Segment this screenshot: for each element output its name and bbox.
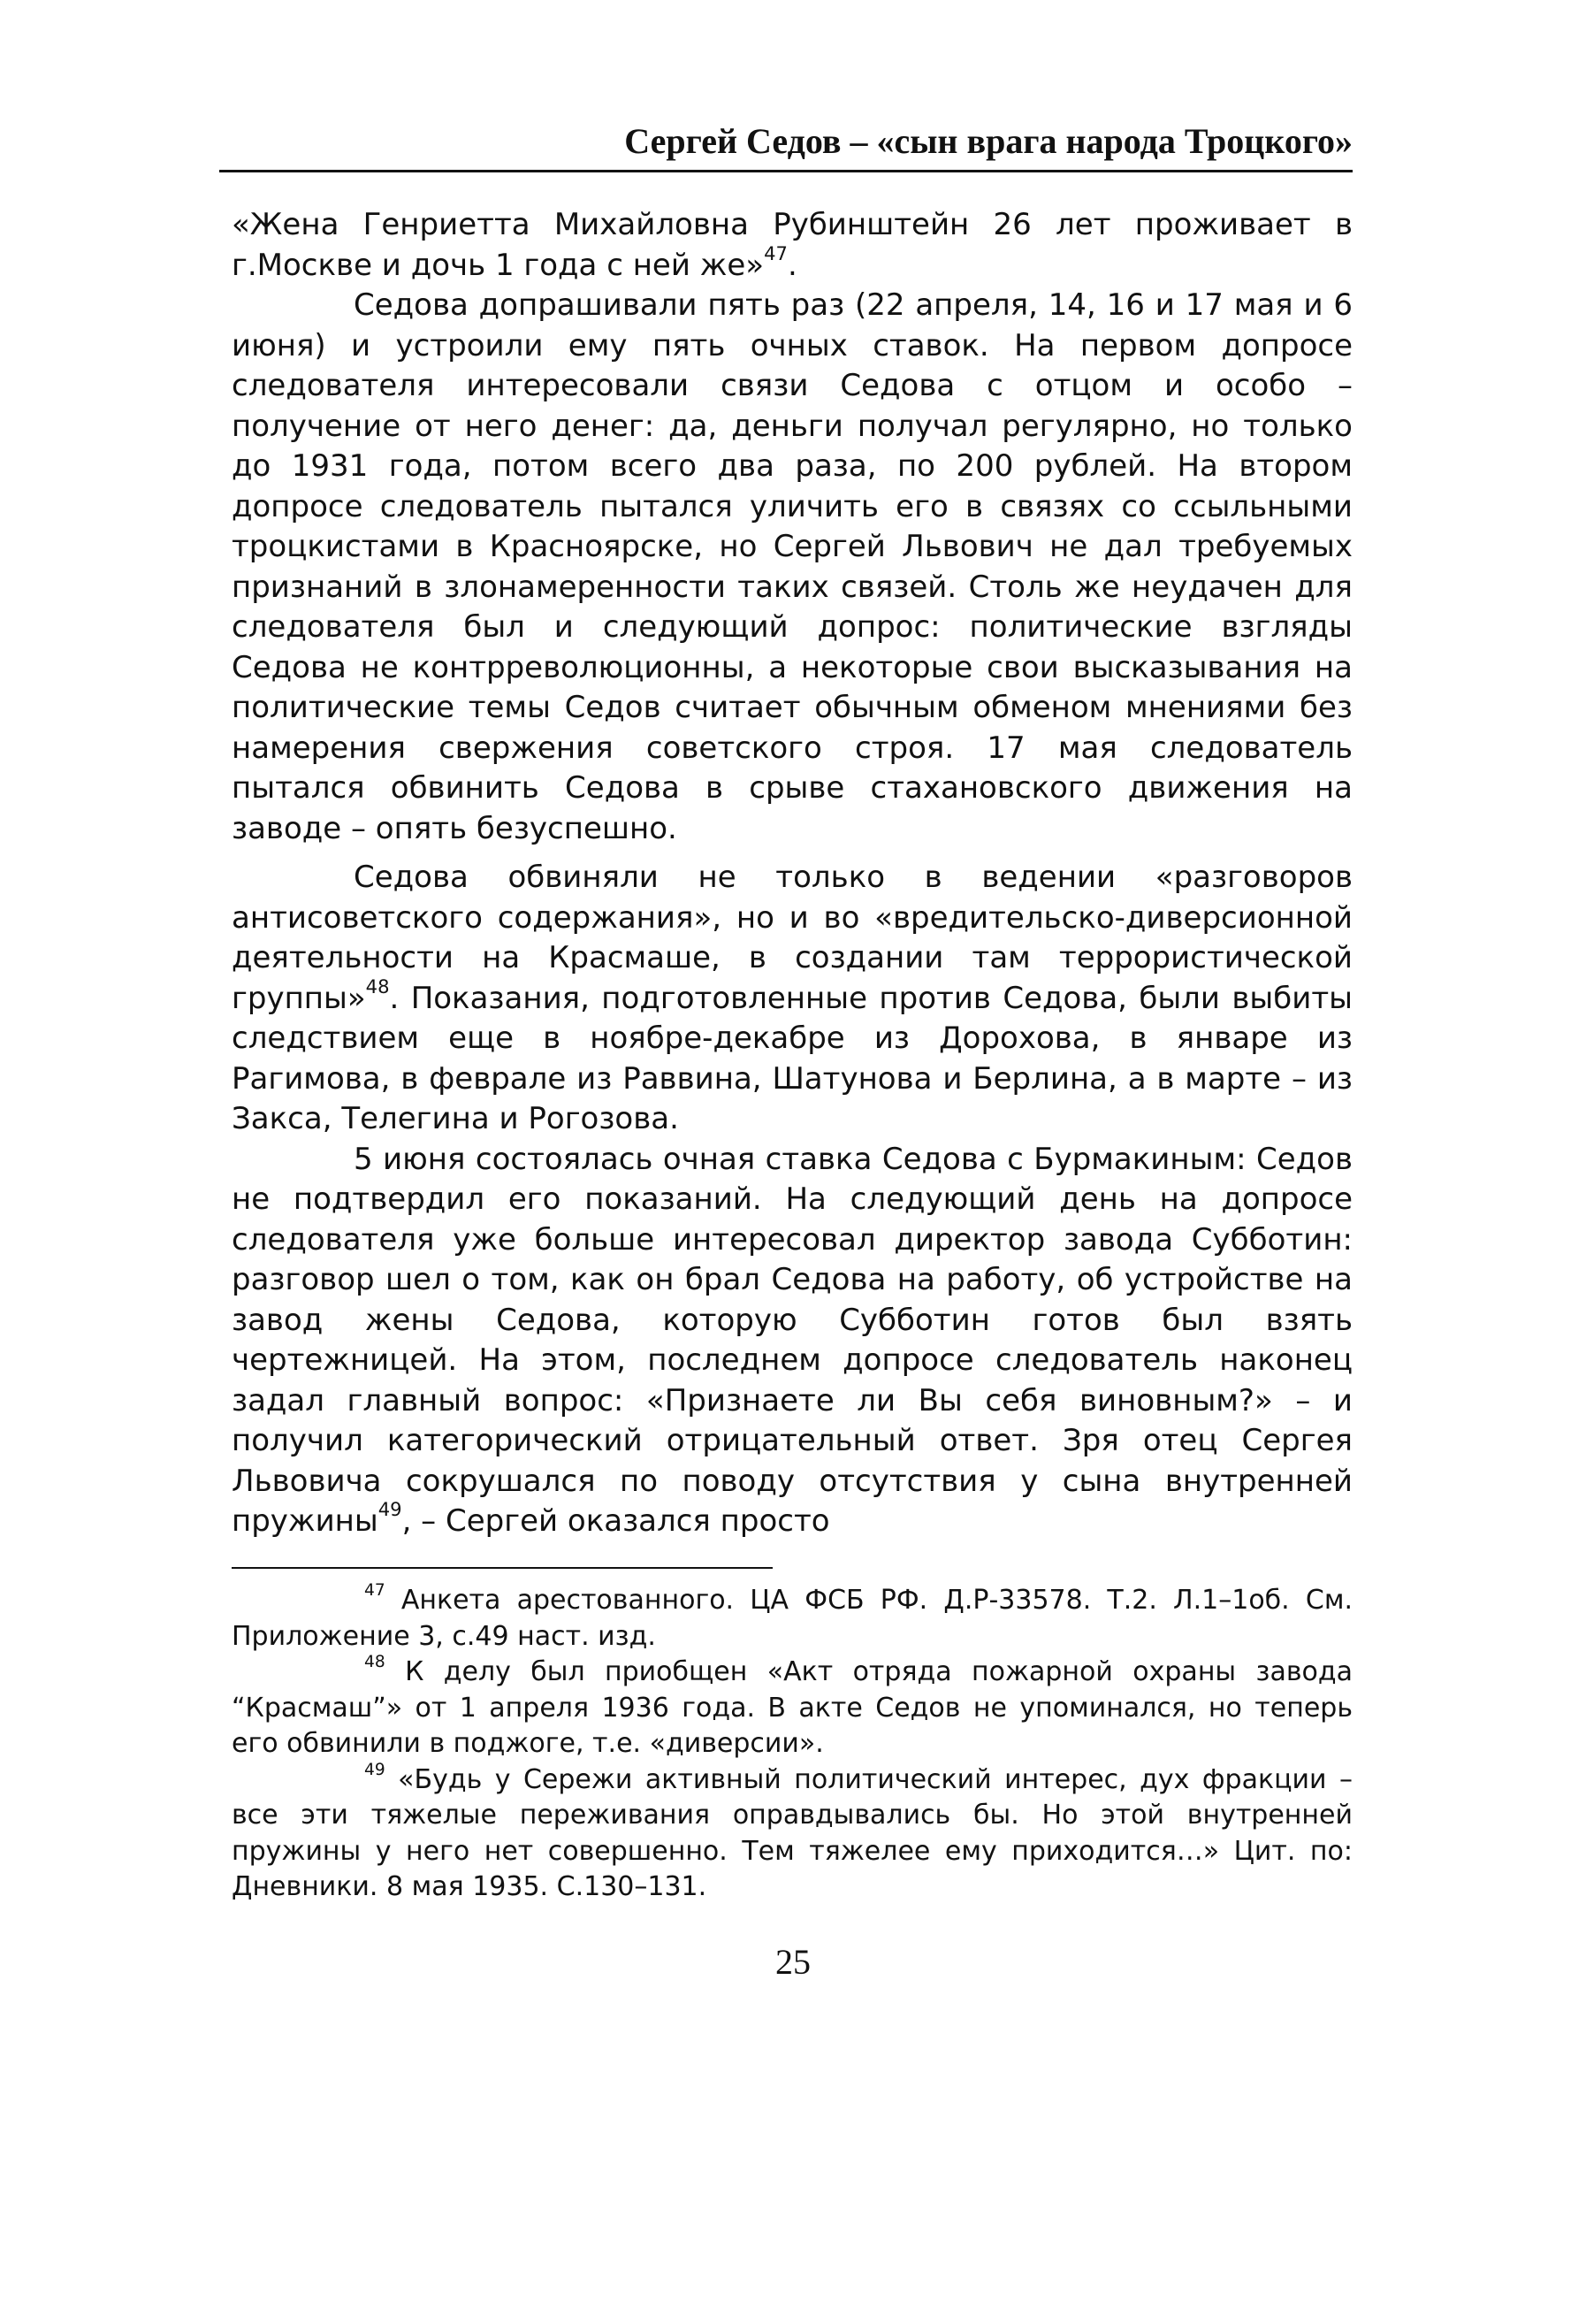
body-paragraph xyxy=(232,858,1353,1140)
footnote-number: 48 xyxy=(364,1653,385,1672)
footnote-ref-47[interactable]: 47 xyxy=(764,241,788,264)
body-paragraph xyxy=(232,205,1353,286)
paragraph-text-tail: . Показания, подготовленные против Седова, были выбиты следствием еще в ноябре-декабре из Дорохова, в январе из Рагимова, в феврале из Раввина, Шатунова и Берлина, а в марте – из Закса, Телегина и Рогозова. xyxy=(232,980,1353,1136)
footnote-ref-48[interactable]: 48 xyxy=(365,975,390,998)
running-title: Сергей Седов – «сын врага народа Троцкого» xyxy=(624,121,1353,161)
page-number: 25 xyxy=(775,1942,811,1982)
footnote-49 xyxy=(232,1762,1353,1906)
paragraph-text: Седова допрашивали пять раз (22 апреля, 14, 16 и 17 мая и 6 июня) и устроили ему пять очных ставок. На первом допросе следователя интересовали связи Седова с отцом и особо – получение от него денег: да, деньги получал регулярно, но только до 1931 года, потом всего два раза, по 200 рублей. На втором допросе следователь пытался уличить его в связях со ссыльными троцкистами в Красноярске, но Сергей Львович не дал требуемых признаний в злонамеренности таких связей. Столь же неудачен для следователя был и следующий допрос: политические взгляды Седова не контрреволюционны, а некоторые свои высказывания на политические темы Седов считает обычным обменом мнениями без намерения свержения советского строя. 17 мая следователь пытался обвинить Седова в срыве стахановского движения на заводе – опять безуспешно. xyxy=(232,287,1353,846)
body-paragraph xyxy=(232,286,1353,849)
footnote-ref-49[interactable]: 49 xyxy=(377,1498,402,1521)
main-text-block-2 xyxy=(232,858,1353,1542)
footnote-text: К делу был приобщен «Акт отряда пожарной охраны завода “Красмаш”» от 1 апреля 1936 года. В акте Седов не упоминался, но теперь его обвинили в поджоге, т.е. «диверсии». xyxy=(232,1656,1353,1759)
paragraph-text: 5 июня состоялась очная ставка Седова с Бурмакиным: Седов не подтвердил его показаний. На следующий день на допросе следователя уже больше интересовал директор завода Субботин: разговор шел о том, как он брал Седова на работу, об устройстве на завод жены Седова, которую Субботин готов был взять чертежницей. На этом, последнем допросе следователь наконец задал главный вопрос: «Признаете ли Вы себя виновным?» – и получил категорический отрицательный ответ. Зря отец Сергея Львовича сокрушался по поводу отсутствия у сына внутренней пружины xyxy=(232,1141,1353,1539)
paragraph-text-tail: , – Сергей оказался просто xyxy=(401,1503,830,1539)
footnote-separator xyxy=(232,1567,773,1569)
running-header xyxy=(219,113,1353,172)
footnote-number: 49 xyxy=(364,1760,385,1779)
paragraph-text: Седова обвиняли не только в ведении «разговоров антисоветского содержания», но и во «вредительско-диверсионной деятельности на Красмаше, в создании там террористической группы» xyxy=(232,860,1353,1016)
paragraph-text-tail: . xyxy=(787,247,797,283)
footnote-text: Анкета арестованного. ЦА ФСБ РФ. Д.Р-33578. Т.2. Л.1–1об. См. Приложение 3, с.49 наст. изд. xyxy=(232,1585,1353,1652)
main-text-block-1 xyxy=(232,205,1353,849)
footnote-47 xyxy=(232,1583,1353,1655)
footnotes xyxy=(232,1583,1353,1906)
footnote-48 xyxy=(232,1655,1353,1762)
footnote-text: «Будь у Сережи активный политический интерес, дух фракции – все эти тяжелые переживания оправдывались бы. Но этой внутренней пружины у него нет совершенно. Тем тяжелее ему приходится…» Цит. по: Дневники. 8 мая 1935. С.130–131. xyxy=(232,1763,1353,1902)
footnote-number: 47 xyxy=(364,1581,385,1601)
paragraph-text: «Жена Генриетта Михайловна Рубинштейн 26 лет проживает в г.Москве и дочь 1 года с ней же» xyxy=(232,207,1353,283)
body-paragraph xyxy=(232,1140,1353,1542)
